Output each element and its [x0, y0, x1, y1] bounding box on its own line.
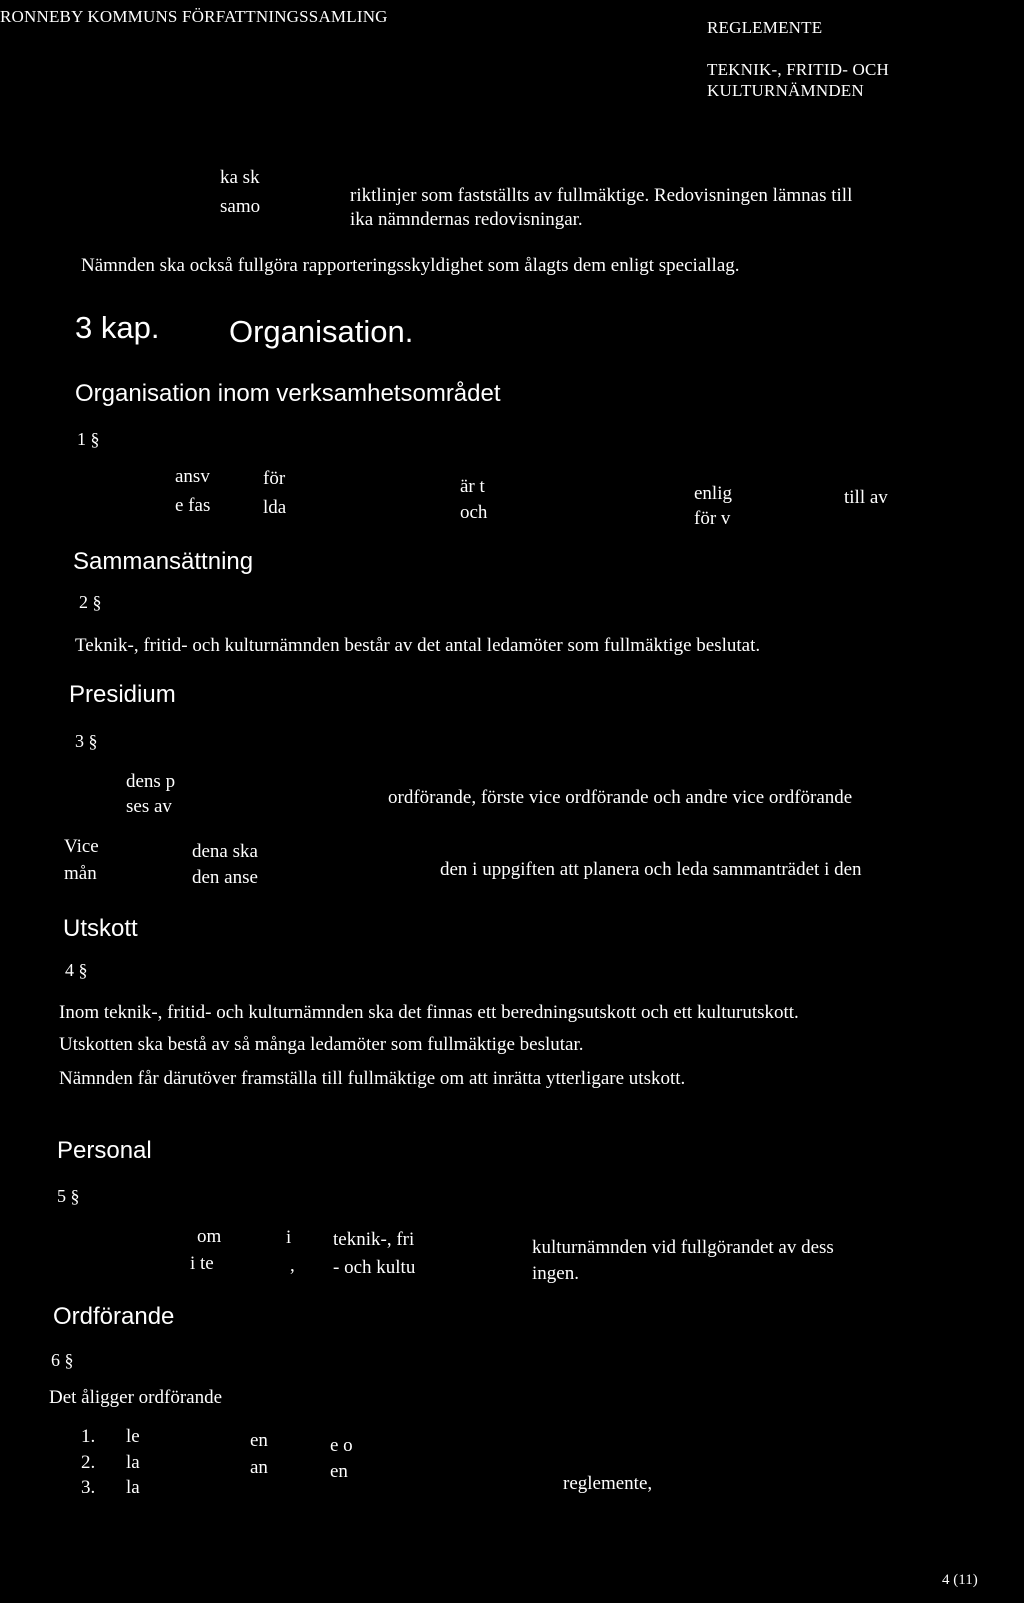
text-fragment: lda: [263, 497, 287, 518]
text-fragment: dens p: [126, 771, 176, 792]
section-heading-organisation: Organisation inom verksamhetsområdet: [75, 380, 501, 407]
section-heading-utskott: Utskott: [63, 915, 138, 942]
list-fragment: an: [250, 1457, 268, 1478]
text-fragment: kulturnämnden vid fullgörandet av dess: [532, 1237, 834, 1258]
text-fragment: till av: [844, 487, 888, 508]
header-committee-line-2: KULTURNÄMNDEN: [707, 81, 864, 100]
intro-text-line: riktlinjer som fastställts av fullmäktige. Redovisningen lämnas till: [350, 185, 853, 206]
text-fragment: dena ska: [192, 841, 258, 862]
paragraph-text: Inom teknik-, fritid- och kulturnämnden ska det finnas ett beredningsutskott och ett kulturutskott.: [59, 1002, 799, 1023]
text-fragment: Vice: [64, 836, 99, 857]
list-fragment: la: [126, 1452, 140, 1473]
intro-text-line: ika nämndernas redovisningar.: [350, 209, 583, 230]
list-fragment: reglemente,: [563, 1473, 653, 1494]
paragraph-number: 2 §: [79, 592, 102, 612]
header-committee-line-1: TEKNIK-, FRITID- OCH: [707, 60, 890, 79]
chapter-title: Organisation.: [229, 314, 414, 349]
list-number: 2.: [81, 1452, 96, 1473]
list-fragment: e o: [330, 1435, 353, 1456]
text-fragment: den i uppgiften att planera och leda sammanträdet i den: [440, 859, 862, 880]
paragraph-text: Det åligger ordförande: [49, 1387, 223, 1408]
section-heading-sammansattning: Sammansättning: [73, 548, 254, 575]
text-fragment: är t: [460, 476, 485, 497]
paragraph-number: 6 §: [51, 1350, 74, 1370]
text-fragment: mån: [64, 863, 97, 884]
paragraph-number: 5 §: [57, 1186, 80, 1206]
intro-fragment: samo: [220, 196, 261, 217]
paragraph-text: Utskotten ska bestå av så många ledamöter som fullmäktige beslutar.: [59, 1034, 584, 1055]
paragraph-number: 1 §: [77, 429, 100, 449]
text-fragment: och: [460, 502, 488, 523]
header-doc-type: REGLEMENTE: [707, 18, 823, 37]
text-fragment: i te: [190, 1253, 214, 1274]
text-fragment: ses av: [126, 796, 172, 817]
section-heading-personal: Personal: [57, 1137, 152, 1164]
text-fragment: om: [197, 1226, 222, 1247]
list-fragment: la: [126, 1477, 140, 1498]
text-fragment: teknik-, fri: [333, 1229, 415, 1250]
header-left: RONNEBY KOMMUNS FÖRFATTNINGSSAMLING: [0, 7, 388, 26]
intro-paragraph: Nämnden ska också fullgöra rapporteringsskyldighet som ålagts dem enligt speciallag.: [81, 255, 740, 276]
section-heading-ordforande: Ordförande: [53, 1303, 175, 1330]
text-fragment: ,: [290, 1255, 295, 1276]
section-heading-presidium: Presidium: [69, 681, 176, 708]
text-fragment: - och kultu: [333, 1257, 416, 1278]
list-fragment: le: [126, 1426, 140, 1447]
text-fragment: i: [286, 1227, 292, 1248]
list-fragment: en: [250, 1430, 268, 1451]
page-number: 4 (11): [942, 1572, 978, 1588]
text-fragment: e fas: [175, 495, 211, 516]
paragraph-number: 3 §: [75, 731, 98, 751]
text-fragment: ansv: [175, 466, 210, 487]
list-number: 3.: [81, 1477, 96, 1498]
list-number: 1.: [81, 1426, 96, 1447]
text-fragment: ingen.: [532, 1263, 579, 1284]
paragraph-text: Teknik-, fritid- och kulturnämnden består av det antal ledamöter som fullmäktige beslutat.: [75, 635, 761, 656]
paragraph-text: Nämnden får därutöver framställa till fullmäktige om att inrätta ytterligare utskott.: [59, 1068, 686, 1089]
text-fragment: för v: [694, 508, 731, 529]
intro-fragment: ka sk: [220, 167, 260, 188]
text-fragment: den anse: [192, 867, 258, 888]
text-fragment: ordförande, förste vice ordförande och andre vice ordförande: [388, 787, 853, 808]
chapter-number: 3 kap.: [75, 310, 160, 345]
text-fragment: enlig: [694, 483, 732, 504]
text-fragment: för: [263, 468, 286, 489]
paragraph-number: 4 §: [65, 960, 88, 980]
list-fragment: en: [330, 1461, 348, 1482]
